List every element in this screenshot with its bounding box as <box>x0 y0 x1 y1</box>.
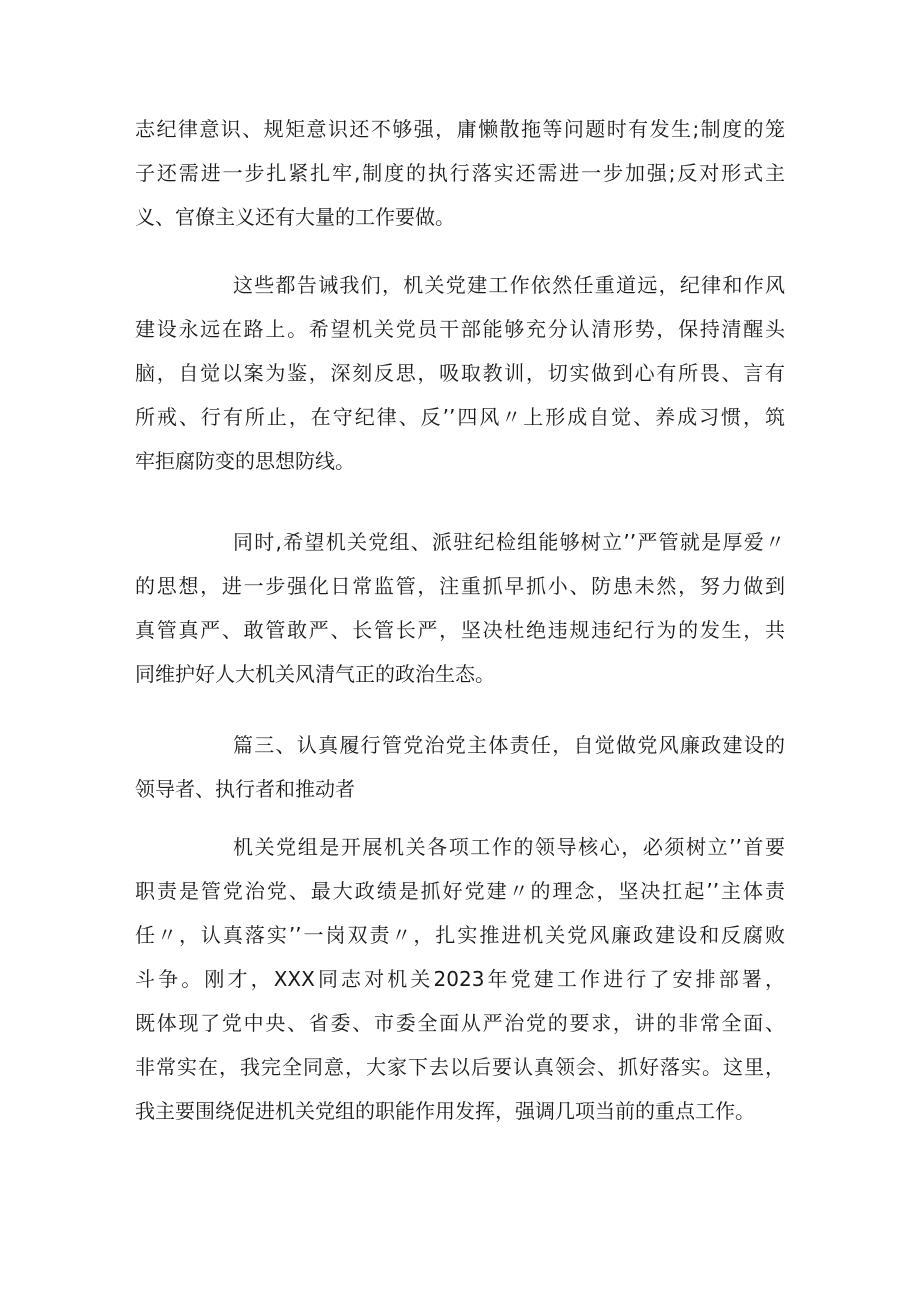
text-line: 同维护好人大机关风清气正的政治生态。 <box>135 662 495 686</box>
text-line: 斗争。刚才，XXX同志对机关2023年党建工作进行了安排部署， <box>135 967 785 991</box>
text-line: 职责是管党治党、最大政绩是抓好党建〃的理念，坚决扛起’’主体责 <box>135 879 785 903</box>
text-line: 真管真严、敢管敢严、长管长严，坚决杜绝违规违纪行为的发生，共 <box>135 618 785 642</box>
text-line: 既体现了党中央、省委、市委全面从严治党的要求，讲的非常全面、 <box>135 1011 785 1035</box>
text-line: 所戒、行有所止，在守纪律、反’’四风〃上形成自觉、养成习惯，筑 <box>135 405 785 429</box>
text-line: 领导者、执行者和推动者 <box>135 777 355 801</box>
text-line: 的思想，进一步强化日常监管，注重抓早抓小、防患未然，努力做到 <box>135 574 785 598</box>
text-line: 任〃，认真落实’’一岗双责〃，扎实推进机关党风廉政建设和反腐败 <box>135 923 785 947</box>
section-heading-part-3 <box>135 723 785 811</box>
text-line: 我主要围绕促进机关党组的职能作用发挥，强调几项当前的重点工作。 <box>135 1099 755 1123</box>
paragraph-2 <box>135 263 785 483</box>
paragraph-5 <box>135 825 785 1133</box>
text-line: 机关党组是开展机关各项工作的领导核心，必须树立’’首要 <box>233 835 785 859</box>
text-line: 非常实在，我完全同意，大家下去以后要认真领会、抓好落实。这里， <box>135 1055 785 1079</box>
text-line: 篇三、认真履行管党治党主体责任，自觉做党风廉政建设的 <box>233 733 785 757</box>
paragraph-1 <box>135 107 785 239</box>
text-line: 子还需进一步扎紧扎牢,制度的执行落实还需进一步加强;反对形式主 <box>135 161 785 185</box>
text-line: 义、官僚主义还有大量的工作要做。 <box>135 205 455 229</box>
text-line: 同时,希望机关党组、派驻纪检组能够树立’’严管就是厚爱〃 <box>233 530 785 554</box>
text-line: 这些都告诫我们，机关党建工作依然任重道远，纪律和作风 <box>233 273 785 297</box>
text-line: 建设永远在路上。希望机关党员干部能够充分认清形势，保持清醒头 <box>135 317 785 341</box>
text-line: 牢拒腐防变的思想防线。 <box>135 449 355 473</box>
paragraph-3 <box>135 520 785 696</box>
text-line: 脑，自觉以案为鉴，深刻反思，吸取教训，切实做到心有所畏、言有 <box>135 361 785 385</box>
text-line: 志纪律意识、规矩意识还不够强，庸懒散拖等问题时有发生;制度的笼 <box>135 117 785 141</box>
